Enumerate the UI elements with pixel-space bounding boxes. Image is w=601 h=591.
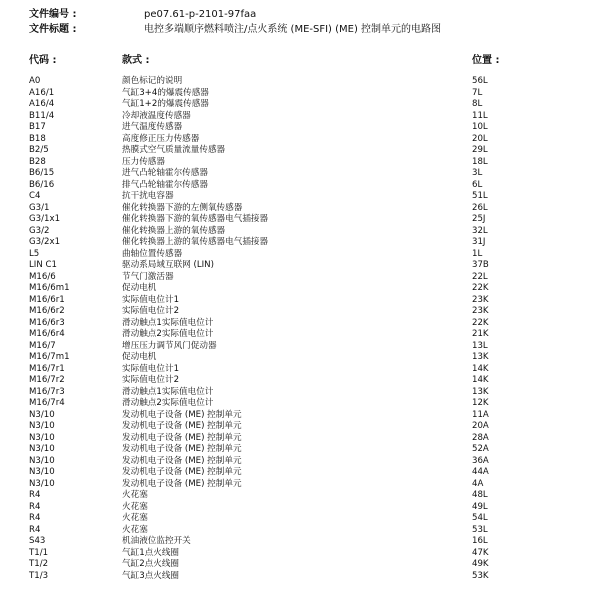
row-position: 49L (472, 501, 488, 512)
table-row (0, 249, 601, 261)
table-row (0, 559, 601, 571)
row-position: 6L (472, 179, 483, 190)
row-code: M16/6 (29, 271, 56, 282)
table-row (0, 180, 601, 192)
row-code: M16/6r3 (29, 317, 65, 328)
row-position: 20L (472, 133, 488, 144)
row-position: 54L (472, 513, 488, 523)
row-code: LIN C1 (29, 260, 57, 270)
row-description: 高度修正压力传感器 (122, 133, 200, 144)
table-row (0, 467, 601, 479)
row-description: 颜色标记的说明 (122, 76, 183, 86)
row-code: B18 (29, 133, 46, 144)
row-position: 48L (472, 490, 488, 500)
row-description: 驱动系局域互联网 (LIN) (122, 260, 214, 270)
table-row (0, 364, 601, 376)
row-code: T1/3 (29, 570, 49, 581)
row-position: 8L (472, 99, 483, 109)
row-code: M16/6r4 (29, 329, 65, 339)
table-row (0, 375, 601, 387)
row-code: T1/1 (29, 547, 49, 558)
row-position: 18L (472, 156, 488, 167)
row-code: A16/1 (29, 87, 55, 98)
row-code: N3/10 (29, 467, 55, 477)
table-row (0, 433, 601, 445)
row-code: M16/7r3 (29, 386, 65, 397)
row-code: B6/16 (29, 179, 55, 190)
row-description: 气缸3点火线圈 (122, 570, 180, 581)
table-row (0, 306, 601, 318)
row-code: B6/15 (29, 168, 55, 178)
row-code: R4 (29, 524, 41, 535)
row-description: 火花塞 (122, 501, 148, 512)
table-row (0, 421, 601, 433)
row-position: 23K (472, 294, 489, 305)
row-description: 曲轴位置传感器 (122, 248, 183, 259)
table-row (0, 191, 601, 203)
table-row (0, 341, 601, 353)
row-code: G3/2x1 (29, 237, 61, 247)
row-description: 发动机电子设备 (ME) 控制单元 (122, 478, 242, 489)
row-position: 14K (472, 363, 489, 374)
row-code: G3/1 (29, 202, 50, 213)
row-code: N3/10 (29, 478, 55, 489)
table-row (0, 479, 601, 491)
row-code: R4 (29, 490, 41, 500)
row-description: 催化转换器下游的左侧氧传感器 (122, 202, 243, 213)
row-position: 23K (472, 306, 489, 316)
row-code: M16/7 (29, 340, 56, 351)
row-code: N3/10 (29, 421, 55, 431)
row-position: 21K (472, 329, 489, 339)
row-description: 实际值电位计2 (122, 306, 180, 316)
table-row (0, 111, 601, 123)
row-position: 37B (472, 260, 489, 270)
row-code: N3/10 (29, 444, 55, 454)
row-position: 4A (472, 478, 484, 489)
row-code: G3/1x1 (29, 214, 61, 224)
row-description: 冷却液温度传感器 (122, 110, 191, 121)
table-row (0, 203, 601, 215)
table-row (0, 410, 601, 422)
row-position: 32L (472, 225, 488, 236)
row-description: 滑动触点2实际值电位计 (122, 398, 214, 408)
row-position: 11A (472, 409, 489, 420)
row-position: 22K (472, 283, 489, 293)
row-description: 气缸1+2的爆震传感器 (122, 99, 209, 109)
row-code: M16/7r1 (29, 363, 65, 374)
row-description: 滑动触点1实际值电位计 (122, 386, 214, 397)
row-position: 53K (472, 570, 489, 581)
row-position: 12K (472, 398, 489, 408)
row-description: 排气凸轮轴霍尔传感器 (122, 179, 208, 190)
table-row (0, 99, 601, 111)
row-description: 发动机电子设备 (ME) 控制单元 (122, 444, 242, 454)
table-row (0, 513, 601, 525)
table-row (0, 525, 601, 537)
row-position: 13L (472, 340, 488, 351)
component-table-body (0, 76, 601, 582)
row-description: 催化转换器上游的氧传感器 (122, 225, 226, 236)
row-code: M16/7r4 (29, 398, 65, 408)
row-position: 47K (472, 547, 489, 558)
row-code: N3/10 (29, 432, 55, 443)
row-description: 发动机电子设备 (ME) 控制单元 (122, 455, 242, 466)
row-description: 实际值电位计2 (122, 375, 180, 385)
row-position: 13K (472, 352, 489, 362)
row-description: 火花塞 (122, 524, 148, 535)
row-description: 抗干扰电容器 (122, 191, 174, 201)
row-position: 25J (472, 214, 486, 224)
row-description: 压力传感器 (122, 156, 165, 167)
row-description: 火花塞 (122, 513, 148, 523)
table-row (0, 502, 601, 514)
row-description: 催化转换器上游的氧传感器电气插接器 (122, 237, 269, 247)
row-code: M16/6r2 (29, 306, 65, 316)
column-header-code: 代码 : (29, 55, 57, 66)
row-code: C4 (29, 191, 41, 201)
table-row (0, 157, 601, 169)
row-code: S43 (29, 536, 46, 546)
row-position: 49K (472, 559, 489, 569)
row-position: 16L (472, 536, 488, 546)
row-code: M16/7m1 (29, 352, 70, 362)
table-row (0, 318, 601, 330)
table-row (0, 272, 601, 284)
row-description: 气缸2点火线圈 (122, 559, 180, 569)
row-position: 26L (472, 202, 488, 213)
row-position: 20A (472, 421, 489, 431)
table-row (0, 76, 601, 88)
row-code: L5 (29, 248, 40, 259)
table-row (0, 214, 601, 226)
column-header-position: 位置 : (472, 55, 500, 66)
row-code: R4 (29, 513, 41, 523)
row-code: B11/4 (29, 110, 55, 121)
table-row (0, 456, 601, 468)
doc-title-label: 文件标题 : (29, 24, 77, 35)
table-row (0, 134, 601, 146)
table-row (0, 536, 601, 548)
row-description: 发动机电子设备 (ME) 控制单元 (122, 432, 242, 443)
table-row (0, 260, 601, 272)
row-position: 22K (472, 317, 489, 328)
table-row (0, 226, 601, 238)
doc-title-value: 电控多端顺序燃料喷注/点火系统 (ME-SFI) (ME) 控制单元的电路图 (144, 24, 442, 35)
row-description: 滑动触点1实际值电位计 (122, 317, 214, 328)
row-description: 增压压力调节风门促动器 (122, 340, 217, 351)
row-description: 火花塞 (122, 490, 148, 500)
row-description: 节气门激活器 (122, 271, 174, 282)
row-code: T1/2 (29, 559, 49, 569)
table-row (0, 88, 601, 100)
row-position: 52A (472, 444, 489, 454)
row-description: 进气凸轮轴霍尔传感器 (122, 168, 208, 178)
table-row (0, 571, 601, 583)
row-code: B17 (29, 122, 46, 132)
row-description: 进气温度传感器 (122, 122, 183, 132)
row-position: 28A (472, 432, 489, 443)
doc-number-label: 文件编号 : (29, 9, 77, 20)
table-row (0, 387, 601, 399)
row-description: 气缸1点火线圈 (122, 547, 180, 558)
row-position: 36A (472, 455, 489, 466)
row-code: B28 (29, 156, 46, 167)
row-code: M16/7r2 (29, 375, 65, 385)
row-description: 催化转换器下游的氧传感器电气插接器 (122, 214, 269, 224)
row-position: 29L (472, 145, 488, 155)
row-position: 22L (472, 271, 488, 282)
row-position: 3L (472, 168, 483, 178)
row-code: A16/4 (29, 99, 55, 109)
row-code: G3/2 (29, 225, 50, 236)
row-description: 实际值电位计1 (122, 294, 180, 305)
row-description: 热膜式空气质量流量传感器 (122, 145, 226, 155)
table-row (0, 145, 601, 157)
table-row (0, 329, 601, 341)
row-position: 14K (472, 375, 489, 385)
row-position: 44A (472, 467, 489, 477)
table-row (0, 352, 601, 364)
row-position: 1L (472, 248, 483, 259)
table-row (0, 237, 601, 249)
row-description: 机油液位监控开关 (122, 536, 191, 546)
row-description: 促动电机 (122, 352, 157, 362)
row-description: 促动电机 (122, 283, 157, 293)
row-position: 51L (472, 191, 488, 201)
row-description: 发动机电子设备 (ME) 控制单元 (122, 467, 242, 477)
row-position: 31J (472, 237, 486, 247)
row-position: 13K (472, 386, 489, 397)
row-code: N3/10 (29, 455, 55, 466)
row-description: 发动机电子设备 (ME) 控制单元 (122, 409, 242, 420)
row-position: 7L (472, 87, 483, 98)
row-description: 滑动触点2实际值电位计 (122, 329, 214, 339)
row-position: 56L (472, 76, 488, 86)
row-position: 53L (472, 524, 488, 535)
row-code: A0 (29, 76, 41, 86)
column-header-description: 款式 : (122, 55, 150, 66)
table-row (0, 295, 601, 307)
table-row (0, 548, 601, 560)
table-row (0, 283, 601, 295)
table-row (0, 444, 601, 456)
row-description: 气缸3+4的爆震传感器 (122, 87, 209, 98)
row-code: N3/10 (29, 409, 55, 420)
row-description: 发动机电子设备 (ME) 控制单元 (122, 421, 242, 431)
doc-number-value: pe07.61-p-2101-97faa (144, 9, 257, 20)
table-row (0, 168, 601, 180)
row-position: 10L (472, 122, 488, 132)
table-row (0, 398, 601, 410)
row-code: M16/6r1 (29, 294, 65, 305)
row-position: 11L (472, 110, 488, 121)
row-code: B2/5 (29, 145, 49, 155)
table-row (0, 122, 601, 134)
row-description: 实际值电位计1 (122, 363, 180, 374)
row-code: R4 (29, 501, 41, 512)
table-row (0, 490, 601, 502)
row-code: M16/6m1 (29, 283, 70, 293)
